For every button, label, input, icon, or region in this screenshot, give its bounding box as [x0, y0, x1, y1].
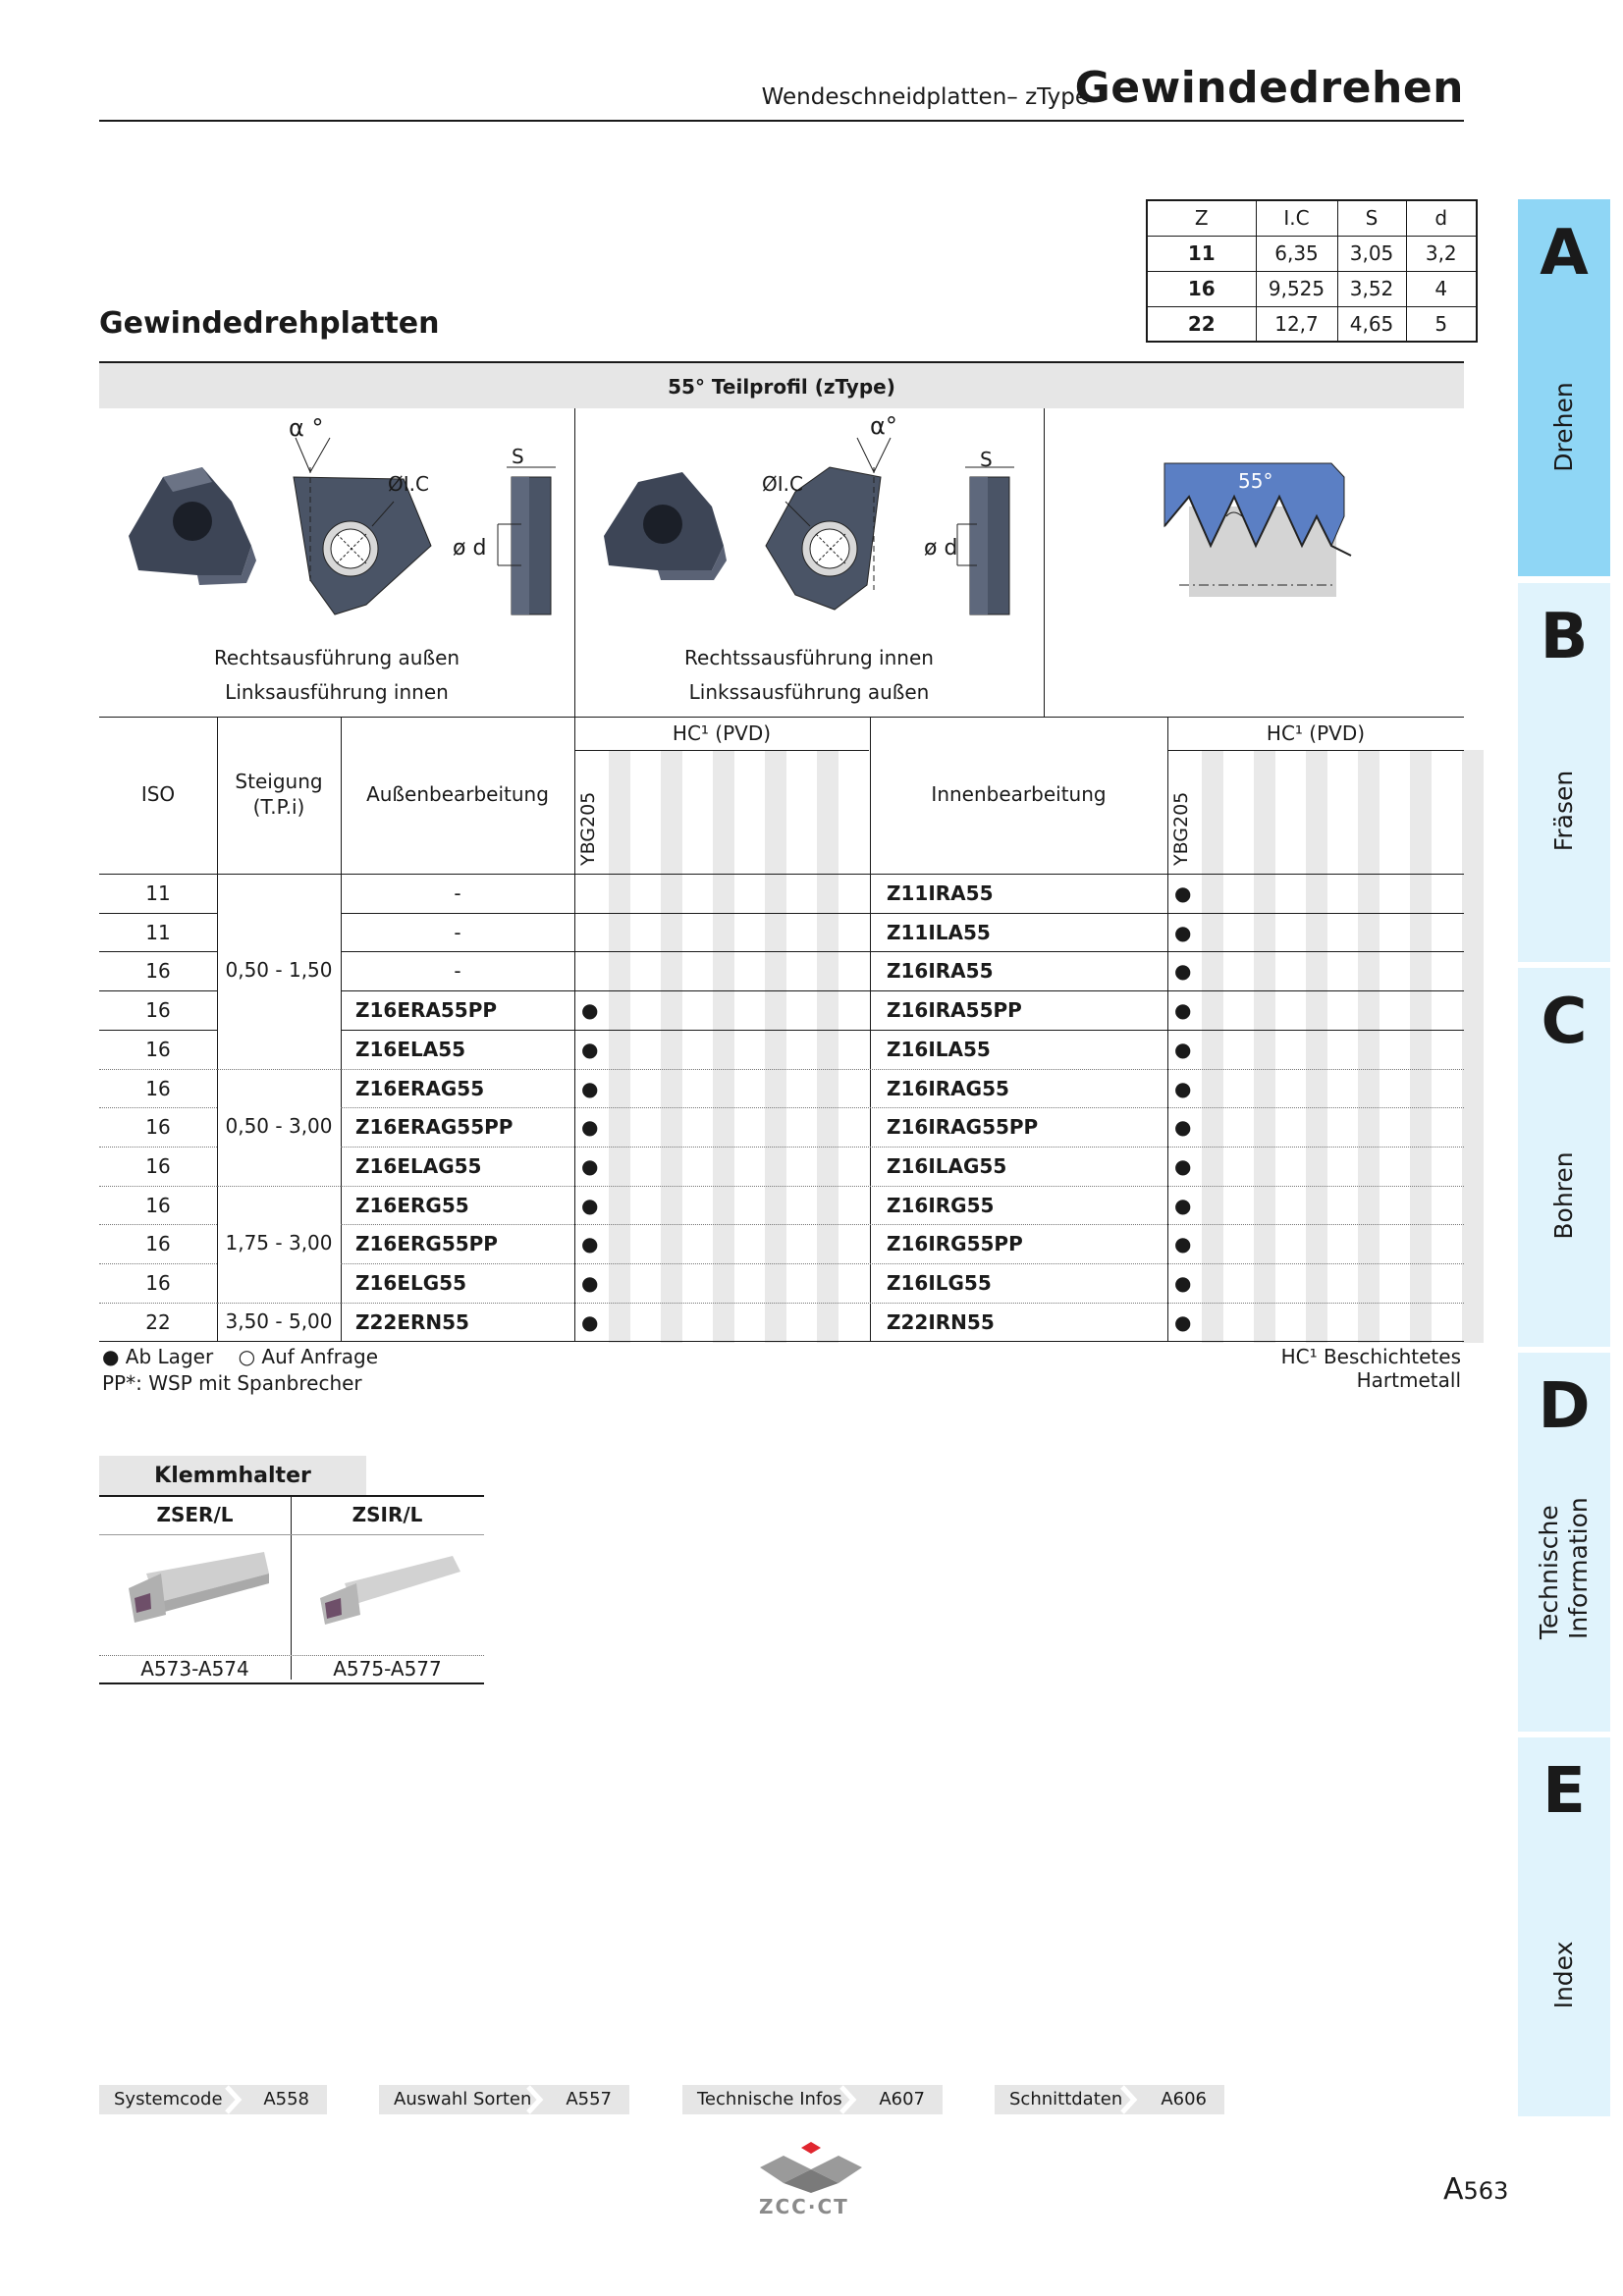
tab-drehen[interactable] — [1518, 199, 1610, 576]
table-rule — [99, 1495, 484, 1497]
stock-dot-ext: ● — [581, 998, 599, 1023]
internal-code: Z16IRG55PP — [887, 1232, 1023, 1256]
tab-letter: A — [1540, 217, 1589, 290]
header-pitch — [217, 769, 341, 820]
iso-cell: 16 — [145, 959, 171, 984]
row-separator — [99, 1069, 217, 1070]
tab-letter: E — [1542, 1755, 1586, 1828]
legend-stock — [102, 1345, 378, 1368]
stock-dot-int: ● — [1174, 881, 1192, 905]
grade-label-ext: YBG205 — [577, 791, 599, 866]
internal-code: Z11IRA55 — [887, 881, 994, 905]
dim-cell: 5 — [1406, 306, 1477, 342]
tab-letter: D — [1538, 1370, 1591, 1443]
footer-link-ref: A558 — [263, 2089, 309, 2109]
table-rule — [99, 717, 1464, 718]
header-internal: Innenbearbeitung — [931, 782, 1107, 806]
stock-dot-int: ● — [1174, 1232, 1192, 1256]
clamp-holder-table — [99, 1495, 484, 1682]
brand-logo-icon — [756, 2140, 866, 2195]
grade-stripe — [1202, 750, 1223, 1343]
internal-code: Z16IRAG55PP — [887, 1115, 1039, 1140]
row-separator — [99, 1030, 217, 1031]
caption-line: Rechtsausführung außen — [213, 646, 460, 669]
grade-stripe — [817, 750, 839, 1343]
tab-index[interactable] — [1518, 1737, 1610, 2116]
header-coating-int: HC¹ (PVD) — [1266, 721, 1366, 745]
dim-col-s: S — [1337, 200, 1406, 236]
holder-int-image — [315, 1544, 462, 1632]
chevron-right-icon — [838, 2085, 857, 2114]
dim-col-z: Z — [1147, 200, 1256, 236]
grade-stripe — [661, 750, 682, 1343]
iso-cell: 22 — [145, 1309, 171, 1334]
row-separator — [341, 1107, 1464, 1108]
dim-cell: 11 — [1147, 236, 1256, 271]
grade-stripe — [1410, 750, 1432, 1343]
external-code: Z16ERAG55PP — [355, 1115, 514, 1140]
external-code: - — [454, 881, 461, 905]
footer-link-technische-infos[interactable] — [682, 2085, 943, 2114]
external-code: Z16ERG55PP — [355, 1232, 498, 1256]
footer-link-auswahl-sorten[interactable] — [379, 2085, 629, 2114]
legend-on-request: ○ Auf Anfrage — [238, 1345, 379, 1368]
footer-link-ref: A606 — [1161, 2089, 1207, 2109]
d-label: ø d — [924, 536, 958, 561]
row-separator — [341, 1030, 1464, 1031]
iso-cell: 16 — [145, 1193, 171, 1217]
tab-letter: B — [1540, 601, 1589, 673]
row-separator — [341, 1303, 1464, 1304]
row-separator — [99, 1303, 217, 1304]
iso-cell: 11 — [145, 881, 171, 905]
chevron-right-icon — [223, 2085, 243, 2114]
stock-dot-int: ● — [1174, 1115, 1192, 1140]
alpha-label: α ° — [289, 414, 324, 442]
footer-link-label: Technische Infos — [697, 2089, 842, 2109]
stock-dot-ext: ● — [581, 1271, 599, 1295]
stock-dot-int: ● — [1174, 959, 1192, 984]
holder-name: ZSIR/L — [352, 1503, 423, 1526]
dim-cell: 6,35 — [1256, 236, 1337, 271]
d-label: ø d — [453, 536, 487, 561]
internal-code: Z16IRA55PP — [887, 998, 1022, 1023]
external-code: Z16ELA55 — [355, 1037, 466, 1061]
row-separator — [99, 1186, 217, 1187]
stock-dot-ext: ● — [581, 1037, 599, 1061]
grade-label-int: YBG205 — [1170, 791, 1192, 866]
table-rule — [99, 1534, 484, 1535]
row-separator — [341, 990, 1464, 991]
stock-dot-int: ● — [1174, 1309, 1192, 1334]
stock-dot-int: ● — [1174, 1076, 1192, 1100]
dim-cell: 16 — [1147, 271, 1256, 306]
holder-name: ZSER/L — [156, 1503, 234, 1526]
iso-cell: 16 — [145, 1037, 171, 1061]
iso-cell: 11 — [145, 920, 171, 944]
iso-cell: 16 — [145, 1153, 171, 1178]
dim-cell: 4,65 — [1337, 306, 1406, 342]
stock-dot-int: ● — [1174, 998, 1192, 1023]
internal-code: Z16IRAG55 — [887, 1076, 1009, 1100]
profile-band: 55° Teilprofil (zType) — [99, 361, 1464, 408]
profile-angle-label: 55° — [1238, 469, 1273, 493]
holder-ref: A575-A577 — [333, 1657, 442, 1681]
legend-pp-note: PP*: WSP mit Spanbrecher — [102, 1371, 362, 1395]
stock-dot-int: ● — [1174, 1193, 1192, 1217]
row-separator — [99, 1147, 217, 1148]
tab-label: Drehen — [1549, 382, 1578, 472]
dim-col-d: d — [1406, 200, 1477, 236]
dim-cell: 22 — [1147, 306, 1256, 342]
stock-dot-ext: ● — [581, 1115, 599, 1140]
page-prefix: A — [1443, 2172, 1464, 2207]
footer-link-ref: A557 — [566, 2089, 612, 2109]
legend-coating-note: HC¹ Beschichtetes Hartmetall — [1280, 1345, 1461, 1392]
table-rule — [99, 1682, 484, 1684]
footer-link-ref: A607 — [879, 2089, 925, 2109]
internal-code: Z16ILA55 — [887, 1037, 991, 1061]
grade-stripe — [765, 750, 786, 1343]
s-label: S — [980, 448, 993, 471]
grade-stripe — [1462, 750, 1484, 1343]
internal-code: Z16ILAG55 — [887, 1153, 1007, 1178]
tab-label: Fräsen — [1549, 770, 1578, 852]
tab-letter: C — [1541, 986, 1588, 1058]
holder-ref: A573-A574 — [140, 1657, 249, 1681]
row-separator — [99, 1341, 1464, 1342]
legend-in-stock: ● Ab Lager — [102, 1345, 214, 1368]
dim-col-ic: I.C — [1256, 200, 1337, 236]
external-code: Z22ERN55 — [355, 1309, 469, 1334]
iso-cell: 16 — [145, 1232, 171, 1256]
row-separator — [217, 1186, 341, 1187]
alpha-label: α° — [870, 412, 897, 440]
pitch-cell: 3,50 - 5,00 — [225, 1308, 333, 1333]
dim-cell: 4 — [1406, 271, 1477, 306]
tab-technische-information[interactable] — [1518, 1353, 1610, 1732]
footer-link-label: Systemcode — [114, 2089, 223, 2109]
header-pitch-line: Steigung — [235, 770, 323, 793]
page-digits: 563 — [1463, 2177, 1509, 2205]
external-code: Z16ERA55PP — [355, 998, 498, 1023]
header-title: Gewindedrehen — [1074, 63, 1464, 113]
row-separator — [341, 1186, 1464, 1187]
row-separator — [99, 990, 217, 991]
dim-cell: 3,2 — [1406, 236, 1477, 271]
row-separator — [217, 1069, 341, 1070]
tab-label: Index — [1549, 1941, 1578, 2009]
external-code: Z16ERG55 — [355, 1193, 469, 1217]
dim-cell: 3,05 — [1337, 236, 1406, 271]
iso-cell: 16 — [145, 1271, 171, 1295]
row-separator — [341, 1224, 1464, 1225]
caption-line: Rechtssausführung innen — [684, 646, 934, 669]
pitch-cell: 0,50 - 1,50 — [225, 958, 333, 983]
internal-code: Z11ILA55 — [887, 920, 991, 944]
tab-label: Bohren — [1549, 1151, 1578, 1240]
pitch-cell: 0,50 - 3,00 — [225, 1114, 333, 1139]
row-separator — [341, 1069, 1464, 1070]
dim-cell: 9,525 — [1256, 271, 1337, 306]
stock-dot-int: ● — [1174, 1271, 1192, 1295]
caption-line: Linkssausführung außen — [688, 680, 930, 704]
external-code: - — [454, 920, 461, 944]
header-iso: ISO — [140, 782, 176, 806]
tab-label: Technische Information — [1535, 1497, 1593, 1639]
caption-line: Linksausführung innen — [225, 680, 449, 704]
stock-dot-int: ● — [1174, 1037, 1192, 1061]
grade-stripe — [713, 750, 734, 1343]
grade-stripe — [609, 750, 630, 1343]
stock-dot-ext: ● — [581, 1193, 599, 1217]
row-separator — [574, 750, 869, 751]
header-coating-ext: HC¹ (PVD) — [672, 721, 772, 745]
row-separator — [99, 1107, 217, 1108]
section-title: Gewindedrehplatten — [99, 306, 440, 341]
header-pitch-line: (T.P.i) — [252, 795, 305, 819]
row-separator — [217, 1303, 341, 1304]
external-code: Z16ELG55 — [355, 1271, 466, 1295]
ic-label: ØI.C — [762, 472, 803, 496]
grade-stripe — [1254, 750, 1275, 1343]
footer-link-label: Auswahl Sorten — [394, 2089, 532, 2109]
external-code: Z16ERAG55 — [355, 1076, 485, 1100]
row-separator — [1167, 750, 1464, 751]
internal-code: Z16ILG55 — [887, 1271, 992, 1295]
header-subtitle: Wendeschneidplatten– zType — [761, 84, 1089, 110]
row-separator — [99, 913, 217, 914]
row-separator — [99, 1224, 217, 1225]
stock-dot-ext: ● — [581, 1153, 599, 1178]
clamp-holder-title: Klemmhalter — [99, 1456, 366, 1495]
row-separator — [341, 1263, 1464, 1264]
pitch-cell: 1,75 - 3,00 — [225, 1231, 333, 1255]
grade-stripe — [1358, 750, 1380, 1343]
holder-ext-image — [127, 1544, 274, 1632]
tab-bohren[interactable] — [1518, 968, 1610, 1347]
iso-cell: 16 — [145, 1115, 171, 1140]
brand-name: ZCC·CT — [759, 2195, 849, 2218]
chevron-right-icon — [524, 2085, 544, 2114]
footer-link-label: Schnittdaten — [1009, 2089, 1123, 2109]
stock-dot-int: ● — [1174, 920, 1192, 944]
iso-cell: 16 — [145, 1076, 171, 1100]
header-external: Außenbearbeitung — [366, 782, 549, 806]
row-separator — [99, 1263, 217, 1264]
external-code: Z16ELAG55 — [355, 1153, 482, 1178]
stock-dot-ext: ● — [581, 1232, 599, 1256]
stock-dot-int: ● — [1174, 1153, 1192, 1178]
grade-stripe — [1306, 750, 1327, 1343]
dim-cell: 12,7 — [1256, 306, 1337, 342]
row-separator — [99, 951, 217, 952]
row-separator — [341, 913, 1464, 914]
internal-code: Z16IRG55 — [887, 1193, 995, 1217]
s-label: S — [512, 445, 524, 468]
stock-dot-ext: ● — [581, 1076, 599, 1100]
internal-code: Z22IRN55 — [887, 1309, 995, 1334]
stock-dot-ext: ● — [581, 1309, 599, 1334]
internal-code: Z16IRA55 — [887, 959, 994, 984]
footer-link-schnittdaten[interactable] — [995, 2085, 1224, 2114]
ic-label: ØI.C — [388, 472, 429, 496]
chevron-right-icon — [1118, 2085, 1138, 2114]
dim-cell: 3,52 — [1337, 271, 1406, 306]
row-separator — [341, 951, 1464, 952]
external-code: - — [454, 959, 461, 984]
page-number — [1443, 2172, 1508, 2207]
iso-cell: 16 — [145, 998, 171, 1023]
row-separator — [99, 874, 1464, 875]
footer-link-systemcode[interactable] — [99, 2085, 327, 2114]
tab-fraesen[interactable] — [1518, 583, 1610, 962]
row-separator — [341, 1147, 1464, 1148]
